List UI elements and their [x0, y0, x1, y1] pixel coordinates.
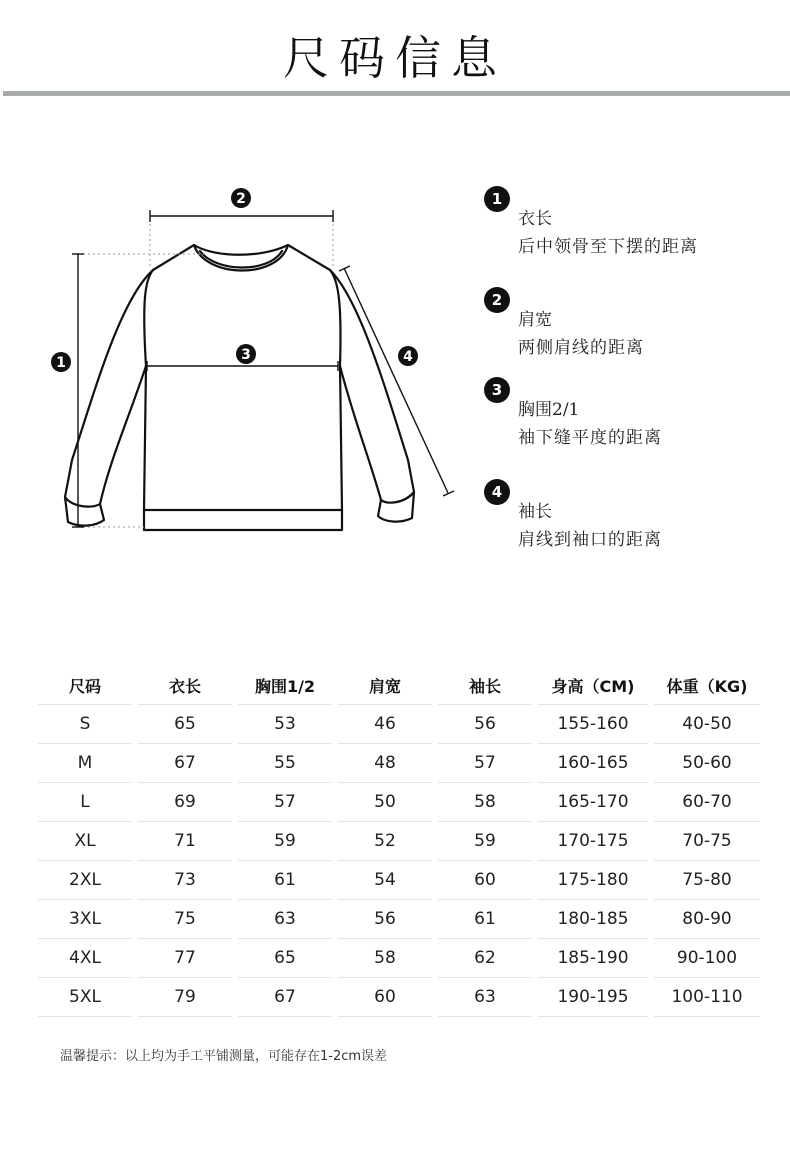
table-cell: 160-165 [538, 744, 648, 783]
table-cell: 185-190 [538, 939, 648, 978]
legend-badge: 3 [484, 377, 510, 403]
column-header-weight: 体重（KG) [654, 666, 760, 705]
table-cell: 61 [438, 900, 532, 939]
legend-desc: 袖下缝平度的距离 [518, 428, 662, 448]
table-cell: 52 [338, 822, 432, 861]
table-cell: 54 [338, 861, 432, 900]
table-cell: L [38, 783, 132, 822]
legend-name: 胸围2/1 [518, 400, 580, 420]
measurement-note: 温馨提示：以上均为手工平铺测量，可能存在1-2cm误差 [60, 1049, 388, 1064]
legend-name: 衣长 [518, 209, 552, 229]
table-cell: 190-195 [538, 978, 648, 1017]
marker-3: 3 [241, 347, 251, 363]
legend-desc: 肩线到袖口的距离 [518, 530, 662, 550]
table-cell: 77 [138, 939, 232, 978]
table-cell: 58 [438, 783, 532, 822]
table-cell: 65 [138, 705, 232, 744]
table-cell: 65 [238, 939, 332, 978]
legend-desc: 两侧肩线的距离 [518, 338, 644, 358]
column-header-chest: 胸围1/2 [238, 666, 332, 705]
table-cell: 46 [338, 705, 432, 744]
table-cell: 71 [138, 822, 232, 861]
column-header-shoulder: 肩宽 [338, 666, 432, 705]
legend-badge: 4 [484, 479, 510, 505]
table-row [38, 783, 760, 822]
table-cell: 5XL [38, 978, 132, 1017]
table-cell: 58 [338, 939, 432, 978]
column-header-size: 尺码 [38, 666, 132, 705]
table-cell: 73 [138, 861, 232, 900]
page-title: 尺码信息 [283, 31, 507, 85]
marker-4: 4 [403, 349, 413, 365]
table-row [38, 822, 760, 861]
table-row [38, 978, 760, 1017]
marker-2: 2 [236, 191, 246, 207]
column-header-length: 衣长 [138, 666, 232, 705]
sweater-diagram [0, 170, 470, 550]
table-cell: 75-80 [654, 861, 760, 900]
table-cell: 60 [438, 861, 532, 900]
table-cell: 40-50 [654, 705, 760, 744]
table-cell: 79 [138, 978, 232, 1017]
legend-name: 袖长 [518, 502, 552, 522]
table-cell: 69 [138, 783, 232, 822]
table-row [38, 939, 760, 978]
table-cell: 155-160 [538, 705, 648, 744]
table-cell: 62 [438, 939, 532, 978]
table-cell: 50-60 [654, 744, 760, 783]
column-header-sleeve: 袖长 [438, 666, 532, 705]
table-cell: 48 [338, 744, 432, 783]
right-sleeve [330, 270, 414, 503]
table-cell: 60 [338, 978, 432, 1017]
table-cell: 57 [438, 744, 532, 783]
table-cell: 61 [238, 861, 332, 900]
table-cell: 90-100 [654, 939, 760, 978]
table-cell: 56 [438, 705, 532, 744]
table-cell: 60-70 [654, 783, 760, 822]
table-cell: M [38, 744, 132, 783]
table-cell: 175-180 [538, 861, 648, 900]
sweater-outline [144, 245, 342, 510]
table-cell: 55 [238, 744, 332, 783]
legend-badge: 2 [484, 287, 510, 313]
legend-badge: 1 [484, 186, 510, 212]
column-header-height: 身高（CM) [538, 666, 648, 705]
sleeve-measure-line [344, 268, 448, 493]
table-cell: 100-110 [654, 978, 760, 1017]
table-cell: 53 [238, 705, 332, 744]
table-cell: 2XL [38, 861, 132, 900]
legend-desc: 后中领骨至下摆的距离 [518, 237, 698, 257]
table-cell: 4XL [38, 939, 132, 978]
table-cell: 3XL [38, 900, 132, 939]
table-cell: 80-90 [654, 900, 760, 939]
table-cell: 57 [238, 783, 332, 822]
table-cell: 165-170 [538, 783, 648, 822]
table-cell: 63 [238, 900, 332, 939]
table-cell: 67 [238, 978, 332, 1017]
legend-name: 肩宽 [518, 310, 552, 330]
table-cell: 59 [238, 822, 332, 861]
marker-1: 1 [56, 355, 66, 371]
table-cell: 70-75 [654, 822, 760, 861]
table-cell: 56 [338, 900, 432, 939]
table-cell: 75 [138, 900, 232, 939]
table-cell: 63 [438, 978, 532, 1017]
table-cell: 170-175 [538, 822, 648, 861]
table-cell: 67 [138, 744, 232, 783]
table-row [38, 705, 760, 744]
table-cell: 59 [438, 822, 532, 861]
table-header-row [38, 666, 760, 705]
table-row [38, 744, 760, 783]
table-cell: XL [38, 822, 132, 861]
table-cell: S [38, 705, 132, 744]
table-row [38, 900, 760, 939]
title-divider [3, 91, 790, 96]
table-row [38, 861, 760, 900]
table-cell: 180-185 [538, 900, 648, 939]
size-table [32, 666, 766, 1017]
table-cell: 50 [338, 783, 432, 822]
